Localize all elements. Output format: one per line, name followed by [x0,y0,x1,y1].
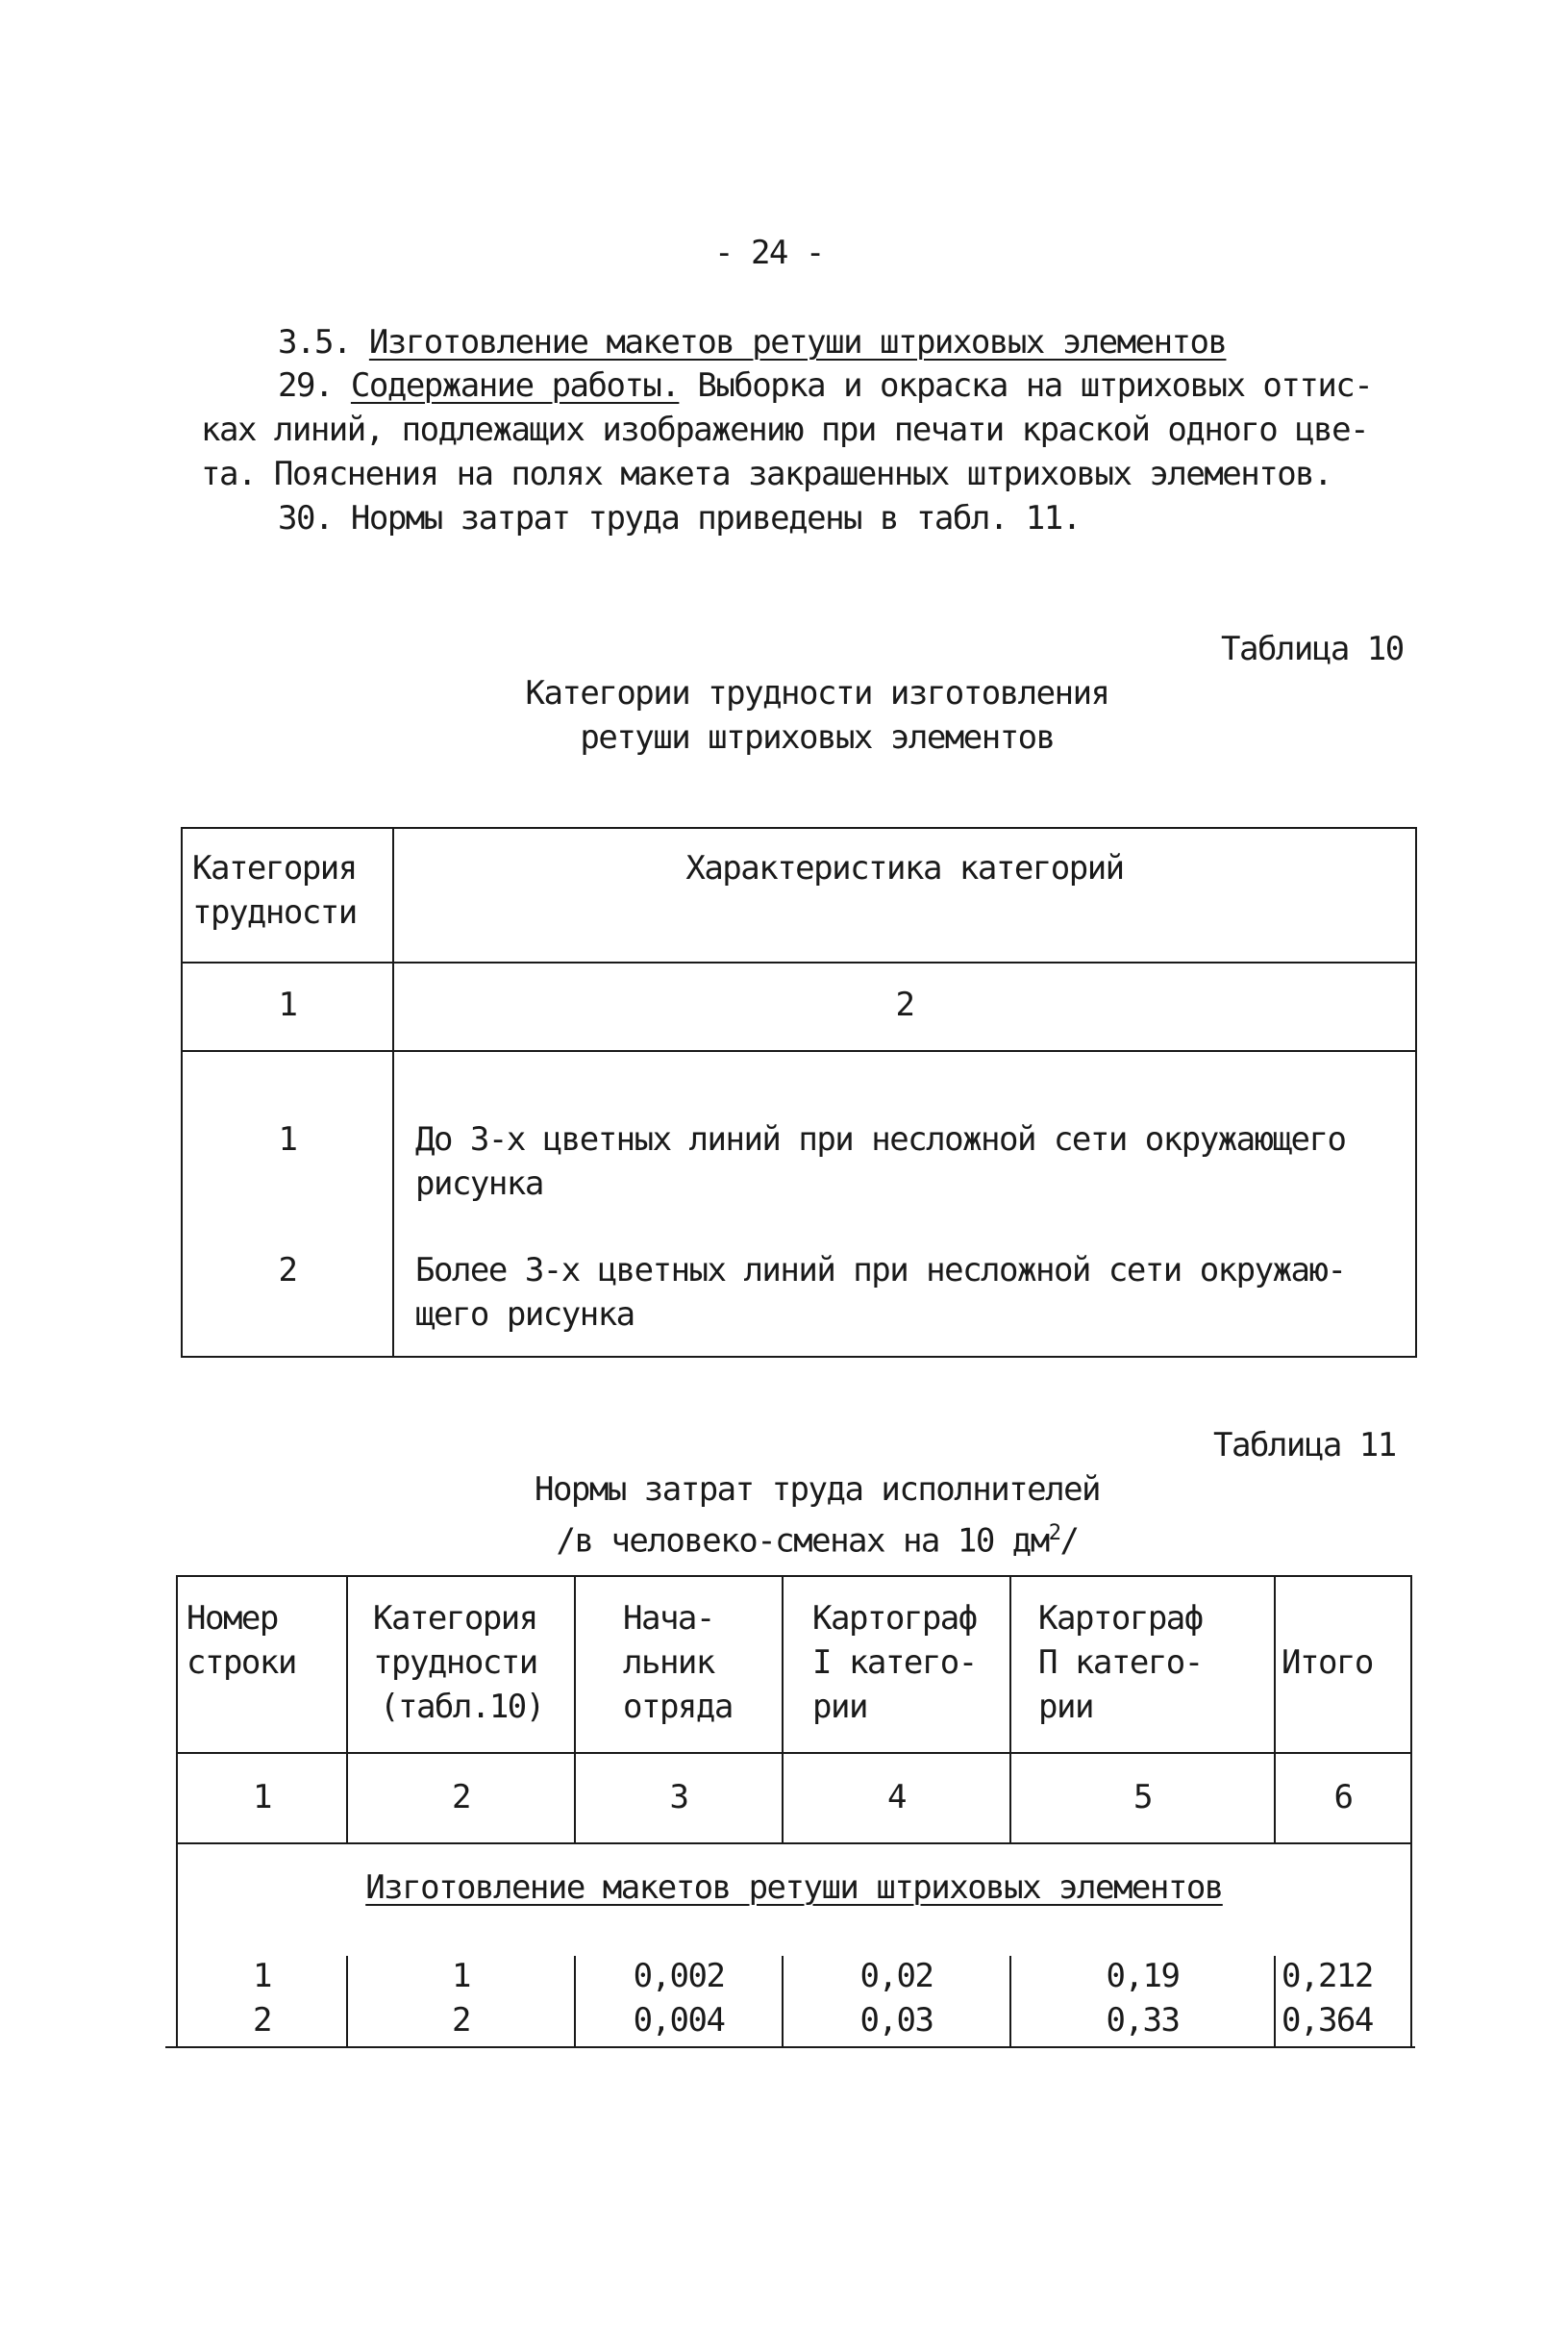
table10-row2-line1: Более 3-х цветных линий при несложной сети окружаю- [415,1251,1346,1289]
table10-row2-line2: щего рисунка [415,1295,635,1334]
table11-data-divider-5 [1274,1956,1276,2048]
table10-row2-category: 2 [278,1251,297,1289]
table10-header-col1-line2: трудности [192,893,357,932]
para29-label: Содержание работы. [350,366,680,405]
table11-colnum-2: 2 [452,1778,470,1816]
table11-h4-line2: I катего- [812,1643,977,1682]
table11-colnum-4: 4 [887,1778,906,1816]
table11-row1-cart2: 0,19 [1106,1957,1180,1995]
table10-header-col1-line1: Категория [192,849,357,888]
table11-header-divider [176,1752,1412,1754]
table11-row2-total: 0,364 [1282,2001,1373,2040]
para29-line3: та. Пояснения на полях макета закрашенных штриховых элементов. [201,455,1332,493]
table11-title-line2-end: / [1059,1521,1079,1561]
table11-top-border [176,1575,1412,1577]
para29-line1 [278,363,1372,408]
table11-title-superscript: 2 [1048,1521,1060,1545]
section-heading [278,320,1226,364]
table11-label: Таблица 11 [1213,1426,1396,1464]
page-number: - 24 - [714,234,824,272]
table10-title-line2: ретуши штриховых элементов [580,718,1055,757]
table11-row2-num: 2 [253,2001,271,2040]
table11-colnum-3: 3 [669,1778,688,1816]
table11-row2-category: 2 [452,2001,470,2040]
table10-bottom-border [181,1356,1417,1358]
table10-row1-category: 1 [278,1120,297,1159]
table11-h3-line3: отряда [623,1688,733,1726]
table10-colnum-2: 2 [895,986,914,1024]
table11-h5-line1: Картограф [1038,1599,1203,1638]
table11-h2-line3: (табл.10) [380,1688,544,1726]
table11-h3-line2: льник [623,1643,714,1682]
table10-row1-line1: До 3-х цветных линий при несложной сети окружающего [415,1120,1346,1159]
table11-h6: Итого [1282,1643,1373,1682]
table11-h4-line1: Картограф [812,1599,977,1638]
table11-row2-cart2: 0,33 [1106,2001,1180,2040]
table11-numbers-divider [176,1842,1412,1844]
table10-top-border [181,827,1417,829]
section-number: 3.5. [278,323,351,362]
table11-right-border [1410,1575,1412,2048]
para29-text-start: Выборка и окраска на штриховых оттис- [697,366,1373,405]
table10-title-line1: Категории трудности изготовления [525,674,1109,713]
table10-numbers-divider [181,1050,1417,1052]
table10-col-divider [392,827,394,1358]
para29-line2: ках линий, подлежащих изображению при печати краской одного цве- [201,411,1369,449]
table11-h2-line1: Категория [373,1599,537,1638]
table11-title-line1: Нормы затрат труда исполнителей [534,1470,1101,1509]
table11-h4-line3: рии [812,1688,867,1726]
para30: 30. Нормы затрат труда приведены в табл. 11. [278,499,1081,538]
table10-row1-line2: рисунка [415,1164,543,1203]
section-title: Изготовление макетов ретуши штриховых элементов [368,323,1227,362]
table10-label: Таблица 10 [1221,630,1404,668]
para29-number: 29. [278,366,333,405]
table11-h2-line2: трудности [373,1643,537,1682]
table11-h1-line1: Номер [187,1599,278,1638]
table10-header-col2: Характеристика категорий [685,849,1124,888]
table11-colnum-6: 6 [1333,1778,1353,1816]
table11-title-line2 [433,1512,1202,1563]
table11-row1-num: 1 [253,1957,271,1995]
table11-row1-category: 1 [452,1957,470,1995]
table11-title-line2-main: /в человеко-сменах на 10 дм [556,1521,1049,1561]
table10-header-divider [181,962,1417,964]
table11-row1-cart1: 0,02 [859,1957,933,1995]
table11-colnum-1: 1 [253,1778,271,1816]
table11-row1-total: 0,212 [1282,1957,1373,1995]
table11-colnum-5: 5 [1133,1778,1152,1816]
table11-section-title: Изготовление макетов ретуши штриховых элементов [365,1868,1223,1907]
table11-h1-line2: строки [187,1643,296,1682]
table11-bottom-border [165,2046,1415,2048]
table11-h5-line3: рии [1038,1688,1093,1726]
table10-right-border [1415,827,1417,1358]
table11-row2-chief: 0,004 [633,2001,725,2040]
table11-row1-chief: 0,002 [633,1957,725,1995]
table11-row2-cart1: 0,03 [859,2001,933,2040]
table11-h3-line1: Нача- [623,1599,714,1638]
table11-h5-line2: П катего- [1038,1643,1203,1682]
table10-colnum-1: 1 [278,986,297,1024]
